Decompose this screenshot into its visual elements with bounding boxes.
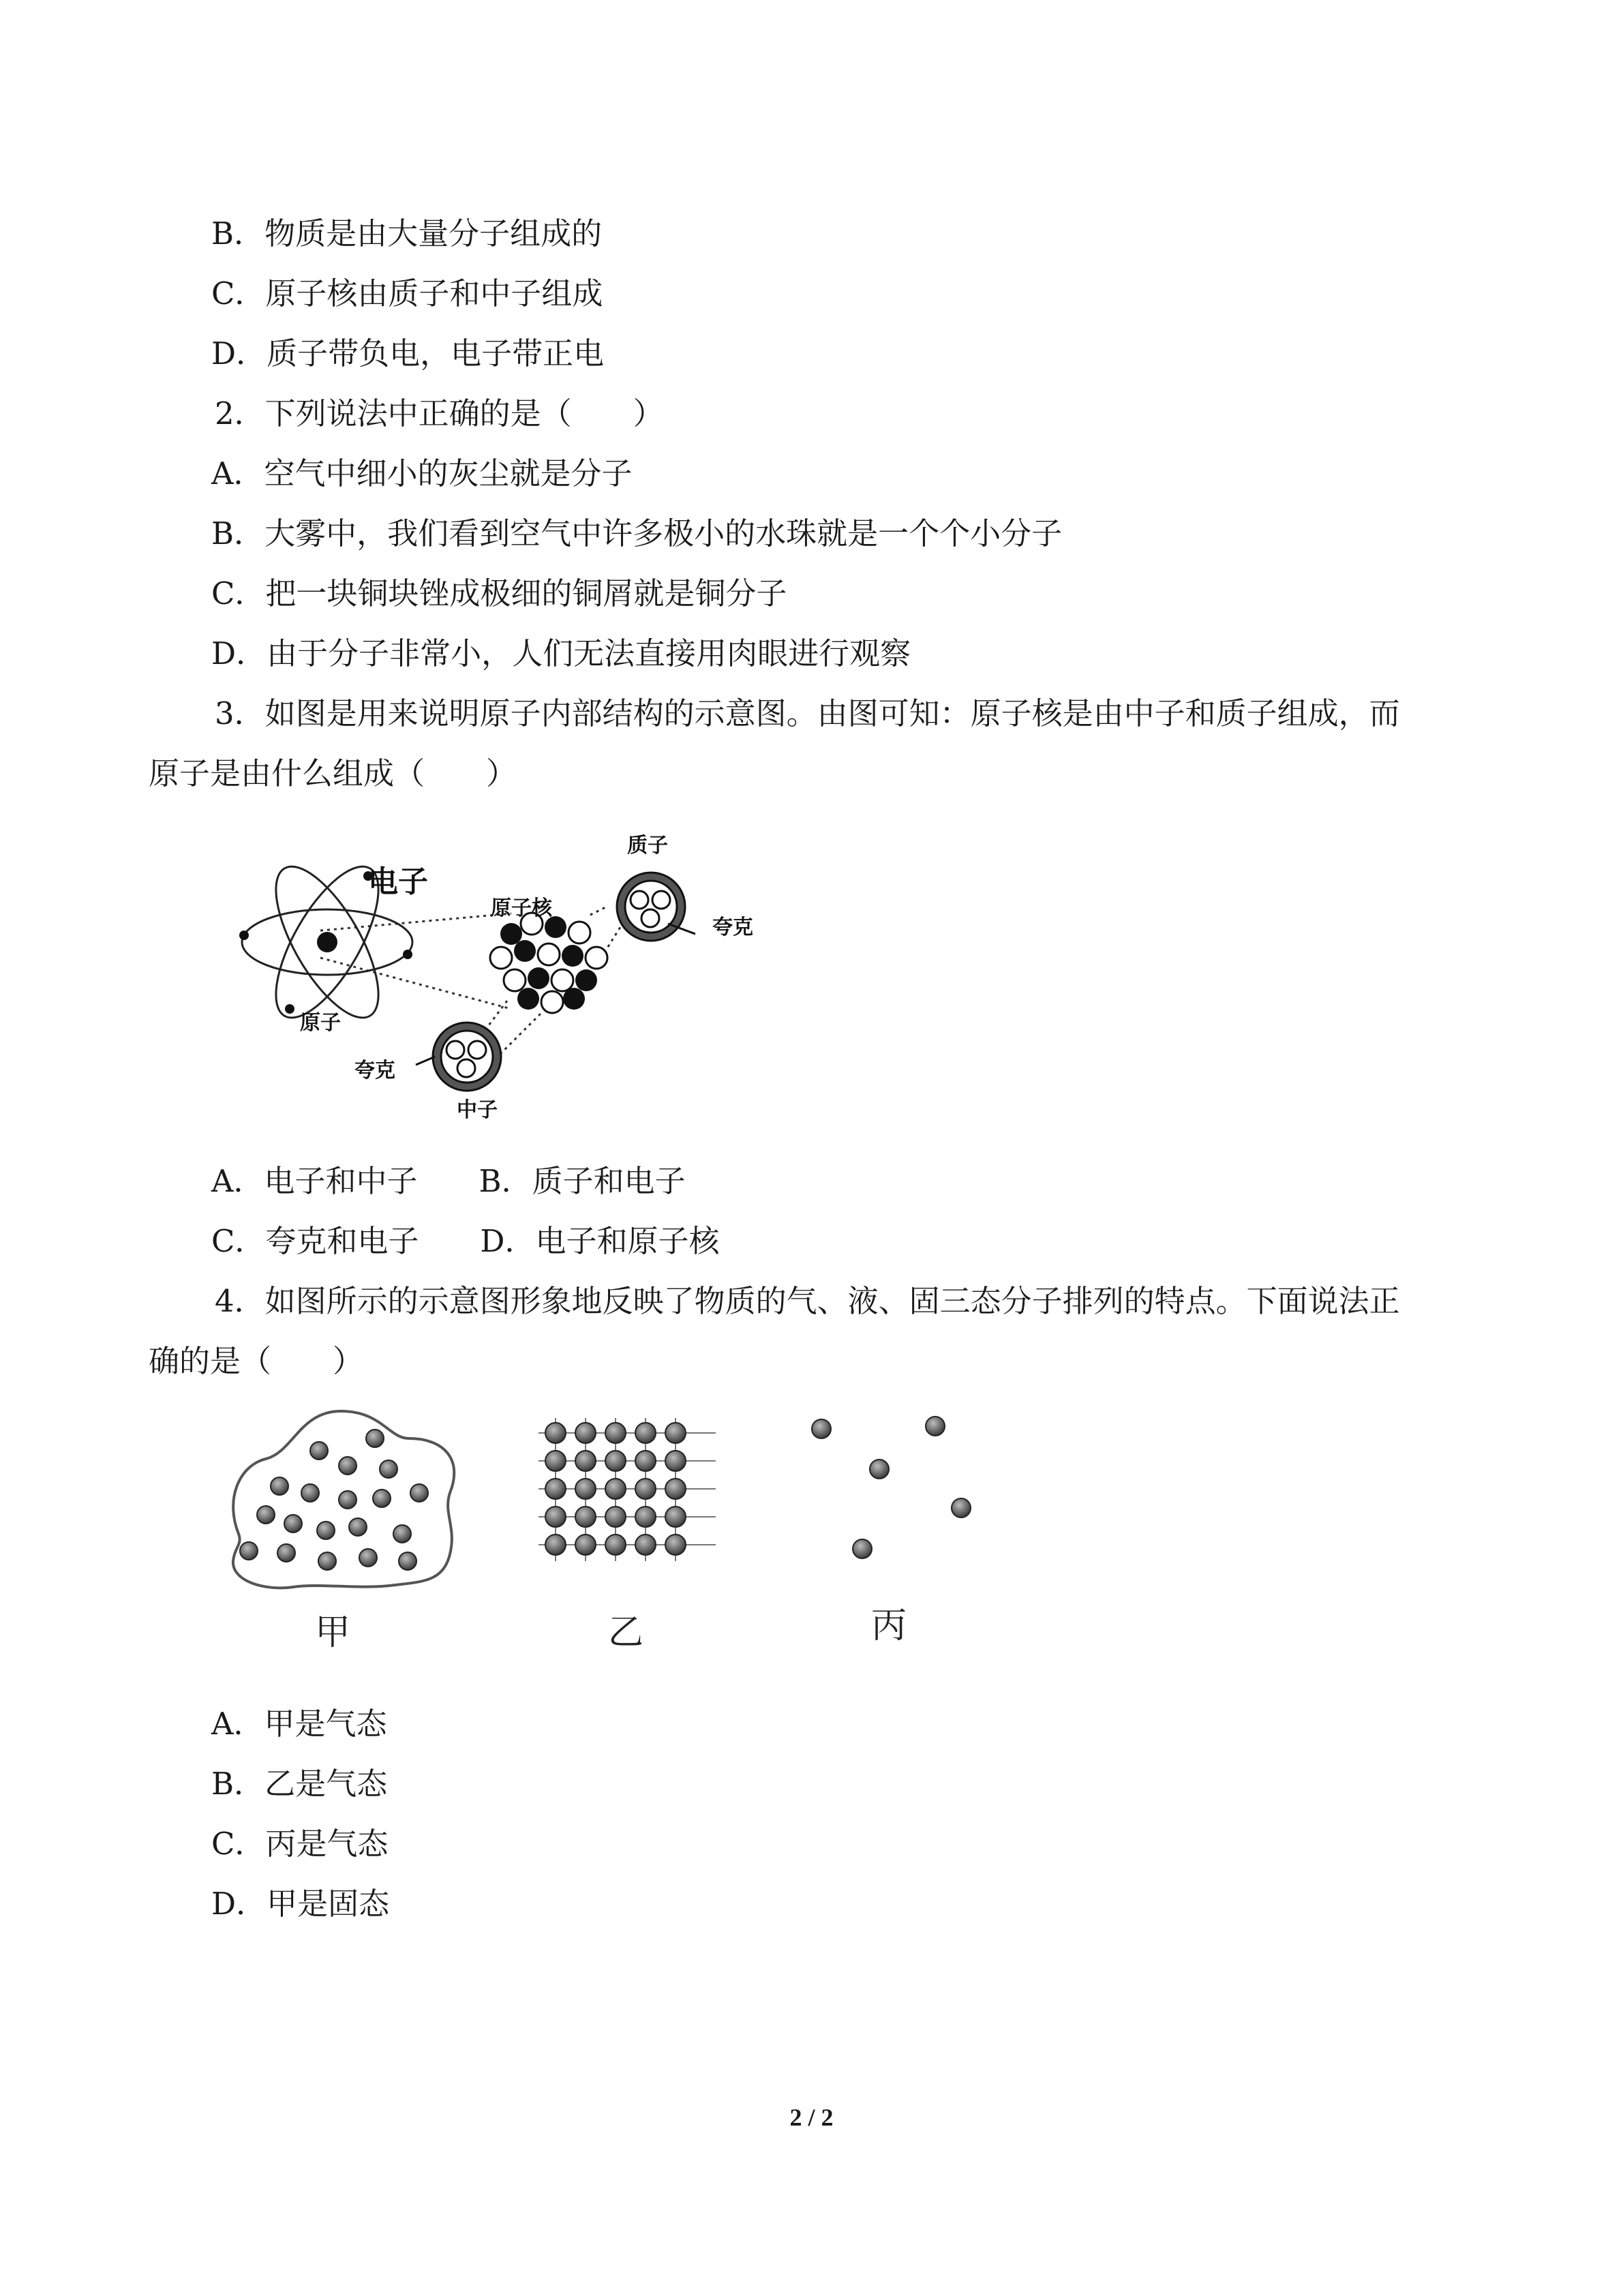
label-quark-top: 夸克	[712, 916, 753, 939]
q3-stem-continued: 原子是由什么组成（ ）	[149, 755, 517, 791]
q2-stem: 2．下列说法中正确的是（ ）	[215, 395, 664, 432]
states-of-matter-figure	[218, 1398, 995, 1670]
label-yi: 乙	[608, 1612, 644, 1653]
q4-stem-continued: 确的是（ ）	[149, 1343, 364, 1379]
q3-stem: 3．如图是用来说明原子内部结构的示意图。由图可知：原子核是由中子和质子组成，而	[215, 695, 1400, 731]
q1-option-b: B．物质是由大量分子组成的	[211, 215, 603, 252]
label-electron: 电子	[368, 864, 428, 899]
q3-options-row2: C．夸克和电子 D．电子和原子核	[211, 1223, 720, 1259]
q1-option-c: C．原子核由质子和中子组成	[211, 275, 603, 312]
label-quark-bottom: 夸克	[354, 1059, 395, 1083]
label-atom: 原子	[300, 1011, 341, 1035]
atom-structure-figure	[225, 825, 784, 1125]
label-nucleus: 原子核	[491, 896, 552, 920]
solid-state-diagram	[539, 1418, 716, 1561]
gas-state-diagram	[812, 1417, 971, 1558]
q4-option-b: B．乙是气态	[211, 1766, 388, 1802]
q4-stem: 4．如图所示的示意图形象地反映了物质的气、液、固三态分子排列的特点。下面说法正	[215, 1283, 1400, 1319]
q2-option-c: C．把一块铜块锉成极细的铜屑就是铜分子	[211, 575, 787, 611]
proton-diagram	[617, 873, 685, 941]
q4-option-a: A．甲是气态	[211, 1706, 387, 1742]
liquid-state-diagram	[233, 1411, 454, 1588]
q3-options-row1: A．电子和中子 B．质子和电子	[211, 1163, 686, 1199]
q4-option-c: C．丙是气态	[211, 1826, 389, 1862]
label-neutron: 中子	[457, 1098, 498, 1122]
q1-option-d: D．质子带负电，电子带正电	[211, 335, 605, 372]
label-jia: 甲	[315, 1612, 351, 1653]
label-bing: 丙	[871, 1605, 907, 1646]
q2-option-d: D．由于分子非常小，人们无法直接用肉眼进行观察	[211, 635, 911, 671]
label-proton: 质子	[627, 834, 668, 858]
neutron-diagram	[433, 1023, 501, 1091]
page-number: 2 / 2	[789, 2104, 834, 2131]
q2-option-b: B．大雾中，我们看到空气中许多极小的水珠就是一个个小分子	[211, 515, 1063, 552]
q4-option-d: D．甲是固态	[211, 1886, 390, 1922]
q2-option-a: A．空气中细小的灰尘就是分子	[211, 455, 633, 492]
